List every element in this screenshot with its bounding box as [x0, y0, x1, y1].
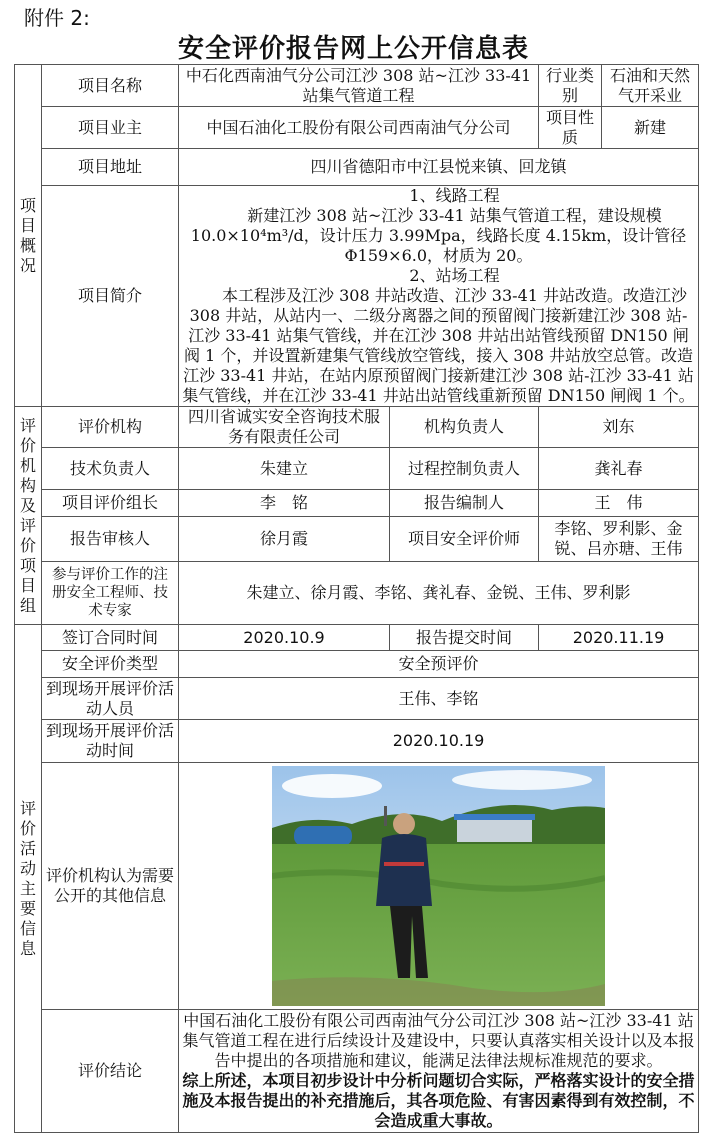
report-writer-value: 王 伟 — [539, 490, 699, 517]
attachment-label: 附件 2: — [24, 6, 90, 30]
site-time-label: 到现场开展评价活动时间 — [42, 720, 179, 763]
project-address-value: 四川省德阳市中江县悦来镇、回龙镇 — [179, 149, 699, 186]
evaluation-type-label: 安全评价类型 — [42, 651, 179, 678]
site-staff-value: 王伟、李铭 — [179, 678, 699, 720]
industry-value: 石油和天然气开采业 — [602, 65, 699, 107]
project-name-value: 中石化西南油气分公司江沙 308 站~江沙 33-41 站集气管道工程 — [179, 65, 539, 107]
agency-head-value: 刘东 — [539, 407, 699, 448]
process-control-value: 龚礼春 — [539, 448, 699, 490]
project-address-label: 项目地址 — [42, 149, 179, 186]
process-control-label: 过程控制负责人 — [390, 448, 539, 490]
safety-evaluator-label: 项目安全评价师 — [390, 517, 539, 562]
industry-label: 行业类别 — [539, 65, 602, 107]
section-evaluation-org: 评价机构及评价项目组 — [15, 407, 42, 625]
project-nature-value: 新建 — [602, 107, 699, 149]
project-nature-label: 项目性质 — [539, 107, 602, 149]
project-intro-value: 1、线路工程 新建江沙 308 站~江沙 33-41 站集气管道工程，建设规模 10.0×10⁴m³/d，设计压力 3.99Mpa，线路长度 4.15km，设计管径Φ159×6.0，材质为 20。 2、站场工程 本工程涉及江沙 308 井站改造、江沙 33-41 井站改造。改造江沙 308 井站，从站内一、二级分离器之间的预留阀门接新建江沙 308 站-江沙 33-41 站集气管线，并在江沙 308 井站出站管线预留 DN150 闸阀 1 个，并设置新建集气管线放空管线，接入 308 井站放空总管。改造江沙 33-41 井站，在站内原预留阀门接新建江沙 308 站-江沙 33-41 站集气管线，并在江沙 33-41 井站出站管线重新预留 DN150 闸阀 1 个。 — [179, 186, 699, 407]
project-name-label: 项目名称 — [42, 65, 179, 107]
site-photo-cell — [179, 763, 699, 1010]
submit-date-label: 报告提交时间 — [390, 625, 539, 651]
team-leader-value: 李 铭 — [179, 490, 390, 517]
experts-value: 朱建立、徐月霞、李铭、龚礼春、金锐、王伟、罗利影 — [179, 562, 699, 625]
contract-date-value: 2020.10.9 — [179, 625, 390, 651]
agency-head-label: 机构负责人 — [390, 407, 539, 448]
site-time-value: 2020.10.19 — [179, 720, 699, 763]
info-table — [14, 64, 699, 1133]
contract-date-label: 签订合同时间 — [42, 625, 179, 651]
section-project-overview: 项目概况 — [15, 65, 42, 407]
tech-lead-value: 朱建立 — [179, 448, 390, 490]
conclusion-label: 评价结论 — [42, 1010, 179, 1133]
project-owner-value: 中国石油化工股份有限公司西南油气分公司 — [179, 107, 539, 149]
site-staff-label: 到现场开展评价活动人员 — [42, 678, 179, 720]
team-leader-label: 项目评价组长 — [42, 490, 179, 517]
safety-evaluator-value: 李铭、罗利影、金锐、吕亦瑭、王伟 — [539, 517, 699, 562]
section-activity-info: 评价活动主要信息 — [15, 625, 42, 1133]
submit-date-value: 2020.11.19 — [539, 625, 699, 651]
other-info-label: 评价机构认为需要公开的其他信息 — [42, 763, 179, 1010]
site-photo-image — [272, 766, 605, 1006]
conclusion-summary: 综上所述，本项目初步设计中分析问题切合实际，严格落实设计的安全措施及本报告提出的补充措施后，其各项危险、有害因素得到有效控制，不会造成重大事故。 — [182, 1071, 695, 1130]
conclusion-value — [179, 1010, 699, 1133]
conclusion-text: 中国石油化工股份有限公司西南油气分公司江沙 308 站~江沙 33-41 站集气管道工程在进行后续设计及建设中，只要认真落实相关设计以及本报告中提出的各项措施和建议，能满足法律法规标准规范的要求。 — [182, 1011, 695, 1070]
reviewer-label: 报告审核人 — [42, 517, 179, 562]
tech-lead-label: 技术负责人 — [42, 448, 179, 490]
agency-value: 四川省诚实安全咨询技术服务有限责任公司 — [179, 407, 390, 448]
report-writer-label: 报告编制人 — [390, 490, 539, 517]
reviewer-value: 徐月霞 — [179, 517, 390, 562]
project-owner-label: 项目业主 — [42, 107, 179, 149]
site-photo — [272, 766, 605, 1006]
evaluation-type-value: 安全预评价 — [179, 651, 699, 678]
agency-label: 评价机构 — [42, 407, 179, 448]
page-title: 安全评价报告网上公开信息表 — [177, 34, 529, 64]
project-intro-label: 项目简介 — [42, 186, 179, 407]
experts-label: 参与评价工作的注册安全工程师、技术专家 — [42, 562, 179, 625]
